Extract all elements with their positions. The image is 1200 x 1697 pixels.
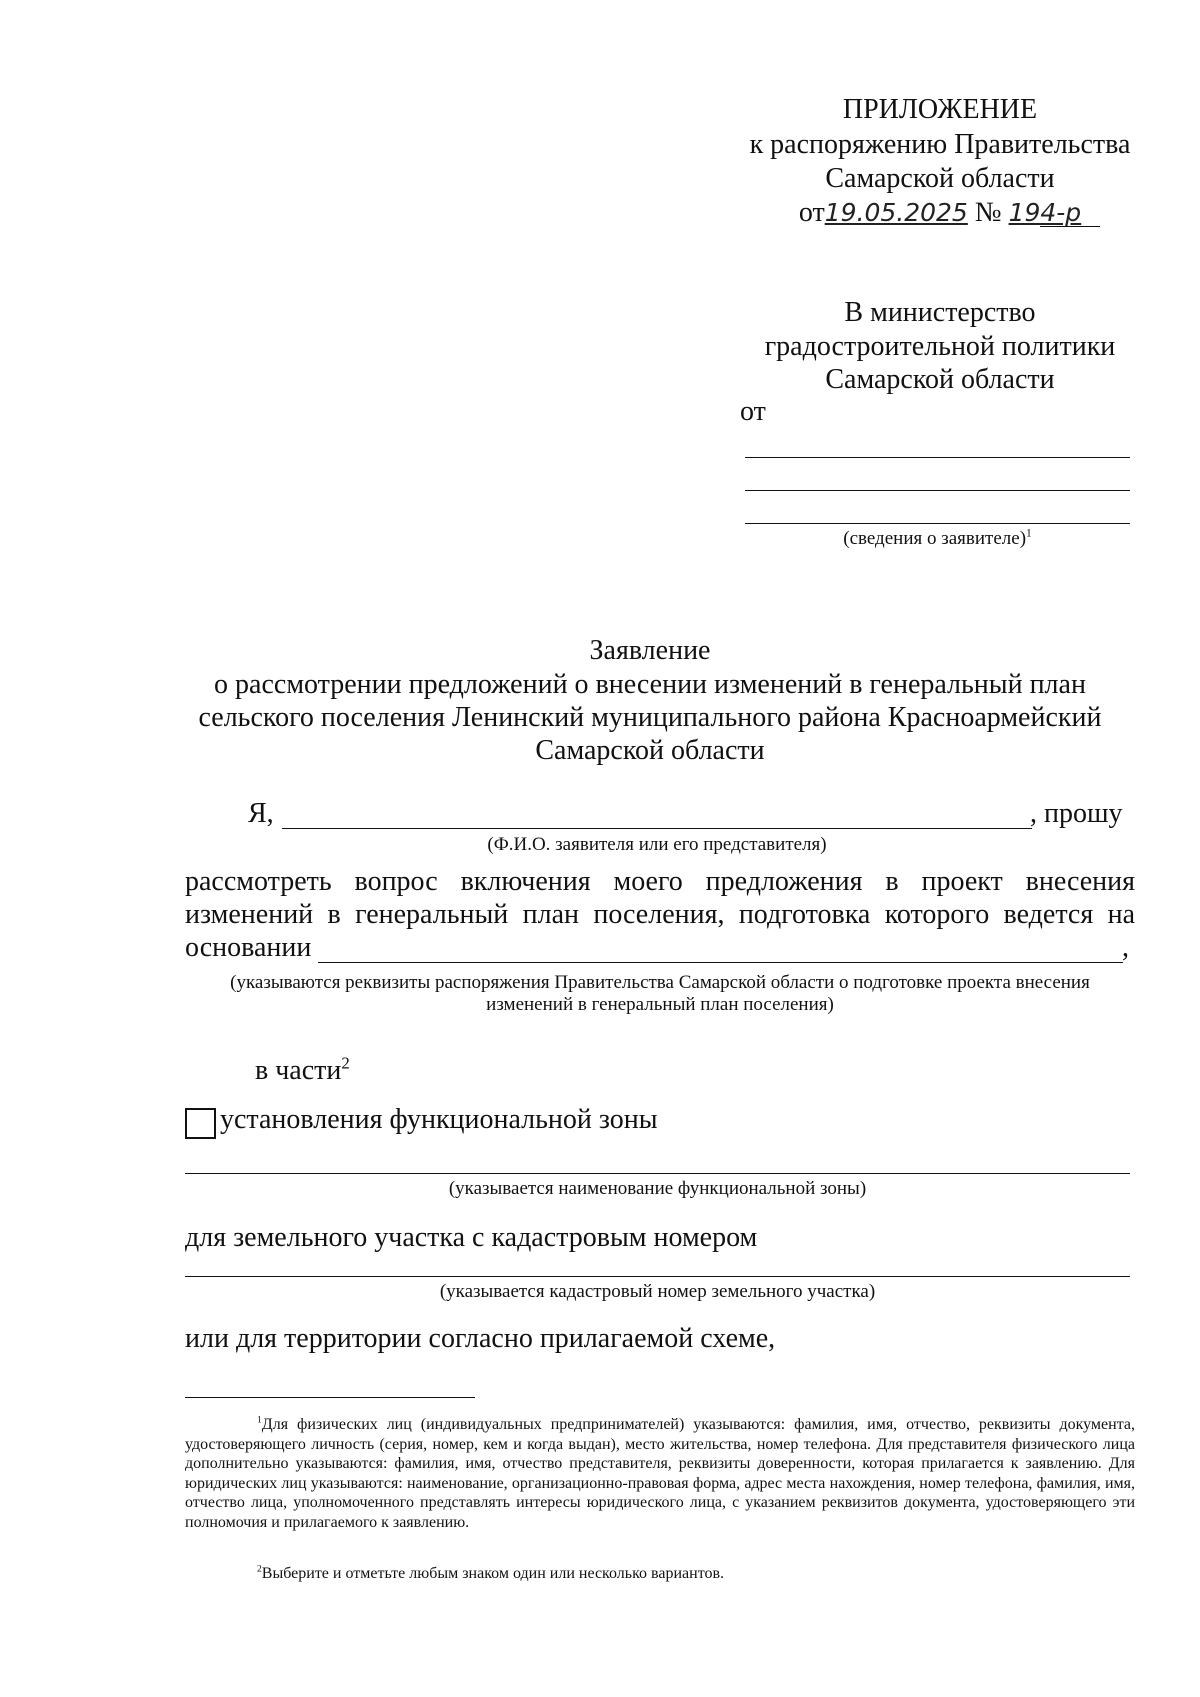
cadastral-number-field[interactable] [185, 1276, 1130, 1277]
footnote-2 [185, 1564, 1135, 1584]
i-label: Я, [248, 798, 274, 829]
appendix-line-2: к распоряжению Правительства [749, 129, 1131, 160]
functional-zone-checkbox[interactable] [185, 1108, 216, 1139]
basis-caption-line-2: изменений в генеральный план поселения) [486, 994, 834, 1015]
basis-end-comma: , [1122, 932, 1129, 963]
basis-field[interactable] [318, 962, 1123, 963]
footnote-ref-2: 2 [341, 1053, 350, 1073]
handwritten-number: 194-р [1008, 198, 1082, 227]
paragraph-line-1: рассмотреть вопрос включения моего предложения в проект внесения [185, 866, 1135, 897]
fio-caption: (Ф.И.О. заявителя или его представителя) [487, 834, 827, 855]
addressee-line-3: Самарской области [825, 364, 1055, 395]
functional-zone-field[interactable] [185, 1173, 1130, 1174]
basis-caption-line-1: (указываются реквизиты распоряжения Правительства Самарской области о подготовке проекта внесения [230, 972, 1090, 993]
document-title-line-3: сельского поселения Ленинский муниципального района Красноармейский [198, 702, 1102, 733]
footnote-1-ref: 1 [257, 1414, 262, 1426]
document-title: Заявление [589, 635, 711, 666]
footnote-2-ref: 2 [257, 1563, 262, 1575]
from-label: от [740, 396, 766, 427]
applicant-field-2[interactable] [745, 490, 1130, 491]
appendix-title: ПРИЛОЖЕНИЕ [842, 94, 1038, 125]
request-word: , прошу [1030, 798, 1123, 829]
territory-label: или для территории согласно прилагаемой схеме, [185, 1323, 776, 1354]
applicant-caption: (сведения о заявителе)$^1$ [843, 527, 1032, 549]
number-underline [1040, 226, 1100, 227]
basis-label: основании [185, 932, 312, 963]
functional-zone-caption: (указывается наименование функциональной зоны) [448, 1178, 867, 1199]
applicant-field-3[interactable] [745, 523, 1130, 524]
option-functional-zone-label: установления функциональной зоны [220, 1104, 658, 1135]
handwritten-date: 19.05.2025 [824, 198, 968, 227]
footnote-1-text: Для физических лиц (индивидуальных предпринимателей) указываются: фамилия, имя, отчество, реквизиты документа, удостоверяющего личность (серия, номер, кем и когда выдан), место жительства, номер телефона. Для представителя физического лица дополнительно указываются: фамилия, имя, отчество представителя, реквизиты доверенности, которая прилагается к заявлению. Для юридических лиц указываются: наименование, организационно-правовая форма, адрес места нахождения, номер телефона, фамилия, имя, отчество лица, уполномоченного представлять интересы юридического лица, с указанием реквизитов документа, удостоверяющего эти полномочия и прилагаемого к заявлению. [185, 1416, 1135, 1531]
in-part-label: в части$^2$ [255, 1053, 350, 1086]
addressee-line-1: В министерство [844, 297, 1036, 328]
applicant-field-1[interactable] [745, 457, 1130, 458]
footnote-1 [185, 1415, 1135, 1532]
document-title-line-2: о рассмотрении предложений о внесении изменений в генеральный план [214, 669, 1086, 700]
date-prefix: от [798, 197, 825, 228]
document-title-line-4: Самарской области [535, 735, 765, 766]
cadastral-caption: (указывается кадастровый номер земельного участка) [439, 1281, 876, 1302]
addressee-line-2: градостроительной политики [764, 331, 1116, 362]
appendix-date-number [730, 196, 1150, 230]
number-sign: № [974, 197, 1002, 228]
appendix-line-3: Самарской области [825, 163, 1055, 194]
footnote-separator [185, 1397, 475, 1398]
cadastral-label: для земельного участка с кадастровым номером [185, 1222, 758, 1253]
footnote-ref-1: 1 [1026, 527, 1032, 540]
footnote-2-text: Выберите и отметьте любым знаком один или несколько вариантов. [261, 1565, 725, 1582]
fio-field[interactable] [282, 828, 1032, 829]
paragraph-line-2: изменений в генеральный план поселения, подготовка которого ведется на [185, 899, 1135, 930]
